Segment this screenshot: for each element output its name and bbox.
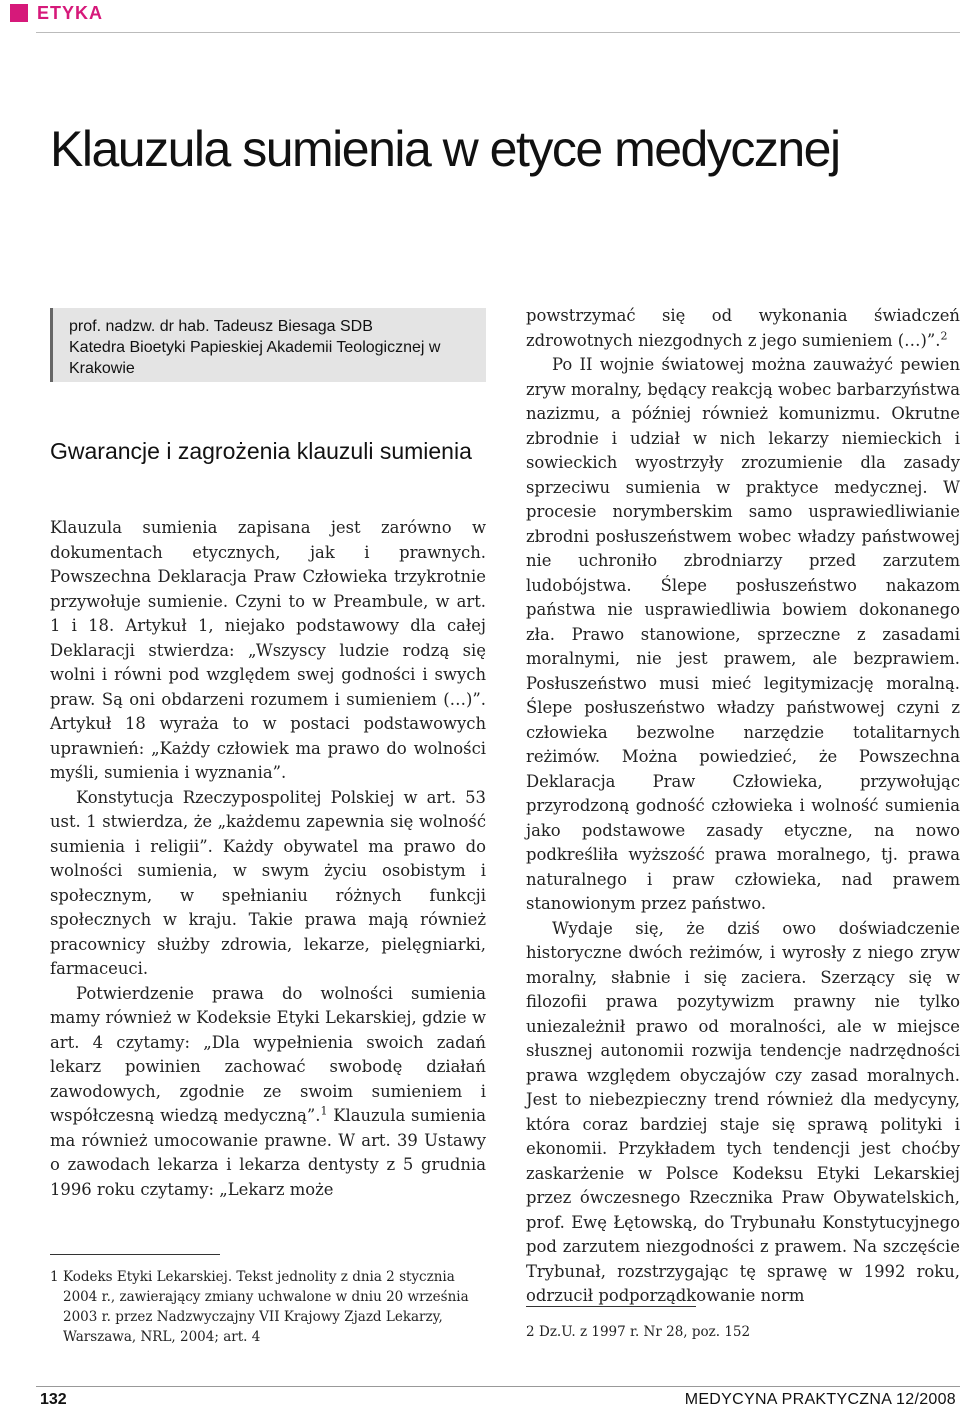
author-name: prof. nadzw. dr hab. Tadeusz Biesaga SDB (69, 318, 373, 335)
author-affiliation: Katedra Bioetyki Papieskiej Akademii Teologicznej w Krakowie (69, 339, 441, 377)
right-paragraph-1 (526, 304, 960, 353)
right-paragraph-2: Po II wojnie światowej można zauważyć pewien zryw moralny, będący reakcją wobec barbarzyństwa nazizmu, a później również komunizmu. Okrutne zbrodnie i udział w nich lekarzy niemieckich i sowieckich wyostrzyły zrozumienie dla zasady sprzeciwu sumienia w praktyce medycznej. W procesie norymberskim samo usprawiedliwianie zbrodni posłuszeństwem wobec władzy państwowej nie uchroniło zbrodniarzy przed zarzutem ludobójstwa. Ślepe posłuszeństwo nakazom państwa nie usprawiedliwia bowiem dokonanego zła. Prawo stanowione, sprzeczne z zasadami moralnymi, nie jest prawem, ale bezprawiem. Posłuszeństwo musi mieć legitymizację moralną. Ślepe posłuszeństwo władzy państwowej czyni z człowieka bezwolne narzędzie totalitarnych reżimów. Można powiedzieć, że Powszechna Deklaracja Praw Człowieka, przywołując przyrodzoną godność człowieka i wolność sumienia jako podstawowe zasady etyczne, na nowo podkreśliła wyższość prawa moralnego, tj. prawa naturalnego i praw człowieka, nad prawem stanowionym przez państwo. (526, 355, 960, 913)
left-paragraph-2: Konstytucja Rzeczypospolitej Polskiej w art. 53 ust. 1 stwierdza, że „każdemu zapewnia się wolność sumienia i religii”. Każdy obywatel ma prawo do wolności sumienia, w swym życiu osobistym i społecznym, w spełnianiu różnych funkcji społecznych w kraju. Takie prawa mają również pracownicy służby zdrowia, lekarze, pielęgniarki, farmaceuci. (50, 787, 486, 978)
footnote-number: 1 (50, 1269, 59, 1285)
footnote-1 (50, 1267, 490, 1347)
left-paragraph-3 (50, 982, 486, 1203)
right-paragraph-3: Wydaje się, że dziś owo doświadczenie historyczne dwóch reżimów, i wyrosły z niego zryw moralny, słabnie i się zaciera. Szerzący się w filozofii prawa pozytywizm prawny nie tylko uniezależnił prawo od moralności, ale w miejsce słusznej autonomii rozwija tendencje nadrzędności prawa względem obyczajów czy zasad moralnych. Jest to niebezpieczny trend również dla medycyny, która coraz bardziej staje się sprawą polityki i ekonomii. Przykładem tych tendencji jest choćby zaskarżenie w Polsce Kodeksu Etyki Lekarskiej przez ówczesnego Rzecznika Praw Obywatelskich, prof. Ewę Łętowską, do Trybunału Konstytucyjnego pod zarzutem niezgodności z prawem. Na szczęście Trybunał, rozstrzygając tę sprawę w 1992 roku, odrzucił podporządkowanie norm (526, 918, 960, 1305)
right-paragraph-1-text: powstrzymać się od wykonania świadczeń zdrowotnych niezgodnych z jego sumieniem (…)”. (526, 306, 960, 350)
section-marker-square (10, 4, 28, 22)
footnote-number: 2 (526, 1324, 535, 1340)
left-paragraph-3-text-a: Potwierdzenie prawa do wolności sumienia mamy również w Kodeksie Etyki Lekarskiej, gdzie w art. 4 czytamy: „Dla wypełnienia swoich zadań lekarz powinien zachować swobodę działań zawodowych, zgodnie ze swoim sumieniem i współczesną wiedzą medyczną”. (50, 983, 486, 1125)
page-number: 132 (40, 1391, 67, 1408)
header-divider (36, 32, 960, 33)
footer-divider (36, 1386, 960, 1387)
journal-name: MEDYCYNA PRAKTYCZNA 12/2008 (684, 1391, 956, 1408)
left-paragraph-1: Klauzula sumienia zapisana jest zarówno w dokumentach etycznych, jak i prawnych. Powszechna Deklaracja Praw Człowieka trzykrotnie przywołuje sumienie. Czyni to w Preambule, w art. 1 i 18. Artykuł 1, niejako podstawowy dla całej Deklaracji stwierdza: „Wszyscy ludzie rodzą się wolni i równi pod względem swej godności i swych praw. Są oni obdarzeni rozumem i sumieniem (…)”. Artykuł 18 wyraża to w postaci podstawowych uprawnień: „Każdy człowiek ma prawo do wolności myśli, sumienia i wyznania”. (50, 518, 486, 782)
footnote-divider-right (526, 1306, 696, 1307)
section-header (0, 0, 960, 34)
left-column (50, 516, 486, 1202)
footnote-text: Kodeks Etyki Lekarskiej. Tekst jednolity z dnia 2 stycznia 2004 r., zawierający zmiany uchwalone w dniu 20 września 2003 r. przez Nadzwyczajny VII Krajowy Zjazd Lekarzy, Warszawa, NRL, 2004; art. 4 (63, 1269, 469, 1345)
footnote-divider-left (50, 1254, 220, 1255)
section-label: ETYKA (37, 3, 104, 23)
footnote-text: Dz.U. z 1997 r. Nr 28, poz. 152 (539, 1324, 751, 1340)
article-title: Klauzula sumienia w etyce medycznej (50, 121, 840, 177)
section-heading: Gwarancje i zagrożenia klauzuli sumienia (50, 438, 472, 464)
left-paragraph-3-text-b: Klauzula sumienia ma również umocowanie prawne. W art. 39 Ustawy o zawodach lekarza i lekarza dentysty z 5 grudnia 1996 roku czytamy: „Lekarz może (50, 1106, 487, 1199)
right-column (526, 304, 960, 1309)
footnote-ref-1[interactable]: 1 (320, 1104, 328, 1118)
footnote-2 (526, 1322, 956, 1342)
footnote-ref-2[interactable]: 2 (940, 329, 948, 343)
author-box (50, 308, 486, 382)
